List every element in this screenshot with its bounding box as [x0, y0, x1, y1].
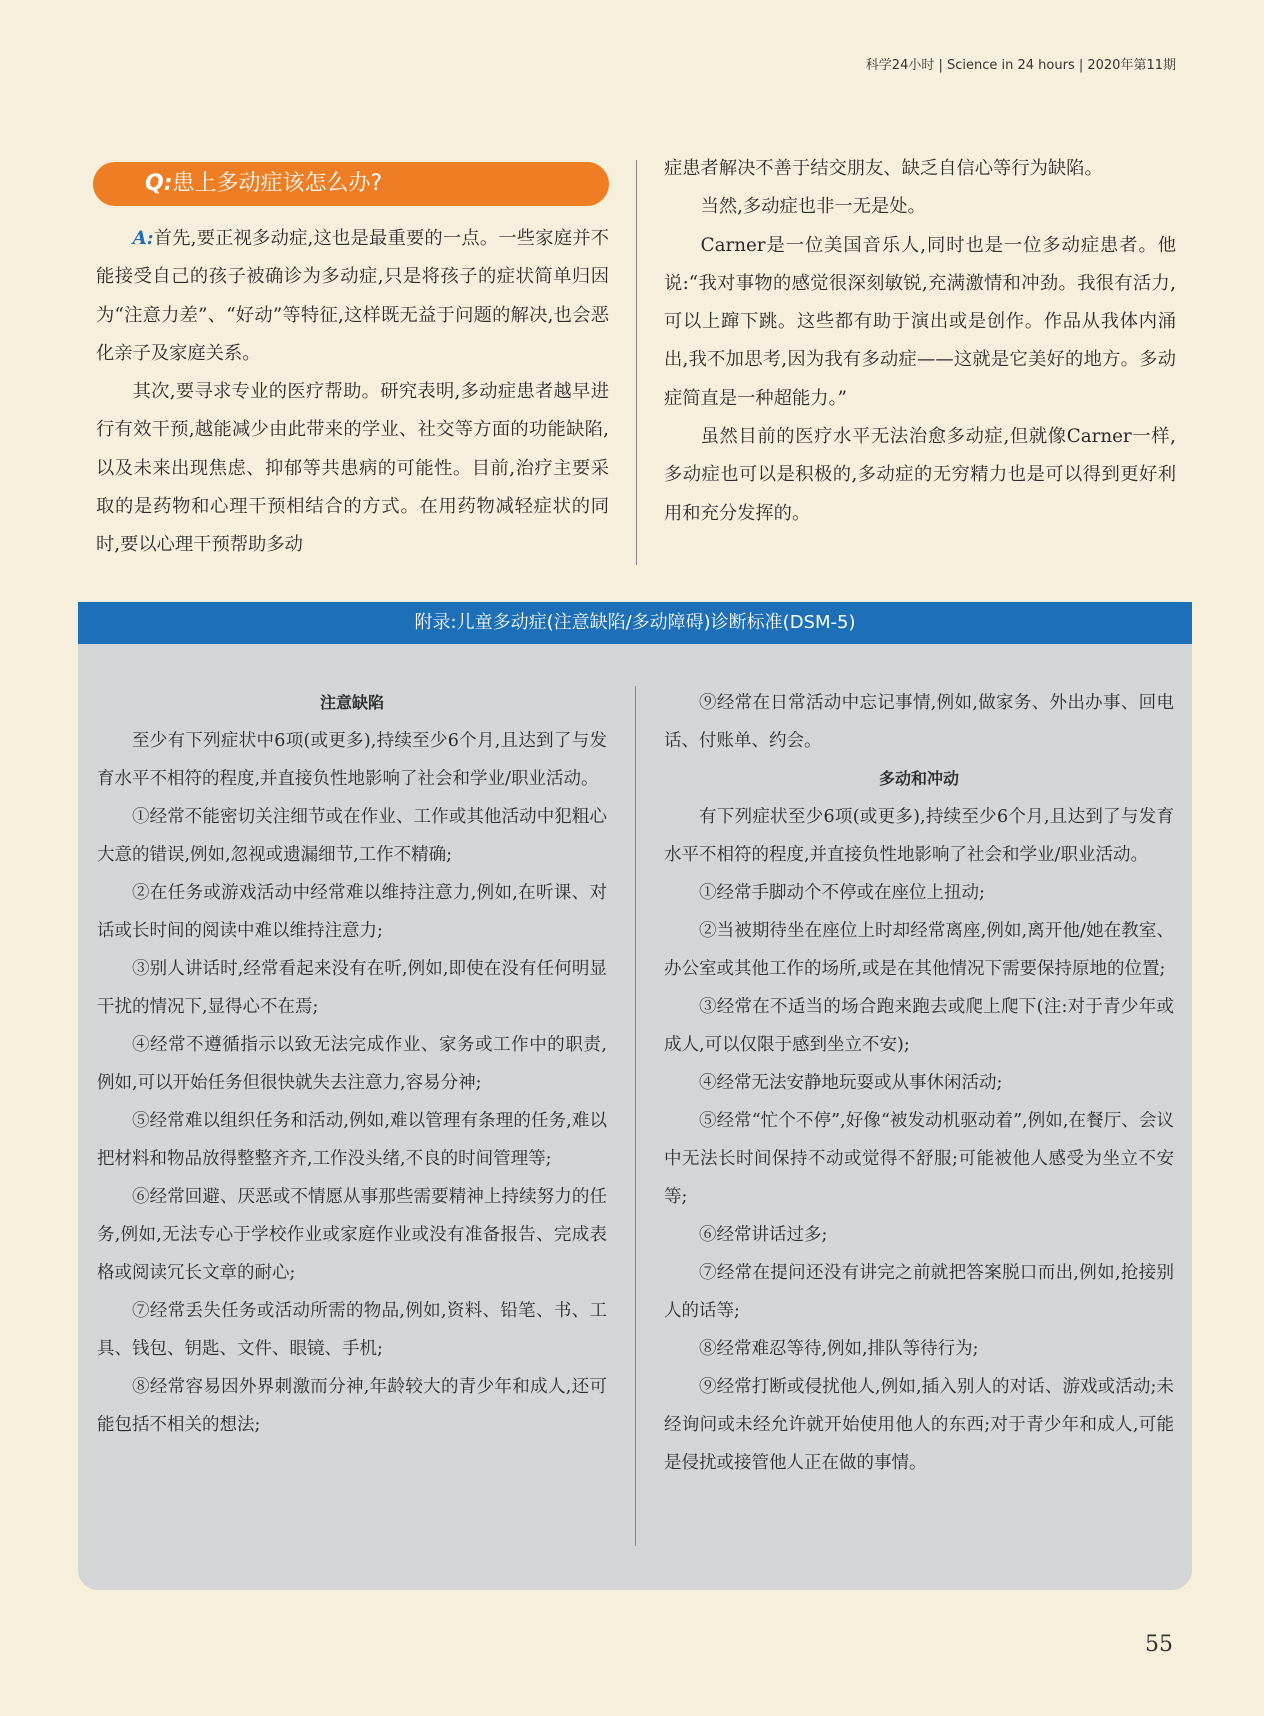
criteria-item: ⑤经常难以组织任务和活动,例如,难以管理有条理的任务,难以把材料和物品放得整整齐齐,工作没头绪,不良的时间管理等; [97, 1111, 607, 1169]
criteria-item: ②当被期待坐在座位上时却经常离座,例如,离开他/她在教室、办公室或其他工作的场所,或是在其他情况下需要保持原地的位置; [664, 921, 1174, 979]
appendix-right-column [664, 684, 1174, 1482]
criteria-item: ③经常在不适当的场合跑来跑去或爬上爬下(注:对于青少年或成人,可以仅限于感到坐立不安); [664, 997, 1174, 1055]
body-paragraph: Carner是一位美国音乐人,同时也是一位多动症患者。他说:“我对事物的感觉很深刻敏锐,充满激情和冲劲。我很有活力,可以上蹿下跳。这些都有助于演出或是创作。作品从我体内涌出,我不加思考,因为我有多动症——这就是它美好的地方。多动症简直是一种超能力。” [664, 234, 1176, 409]
answer-paragraph: 其次,要寻求专业的医疗帮助。研究表明,多动症患者越早进行有效干预,越能减少由此带来的学业、社交等方面的功能缺陷,以及未来出现焦虑、抑郁等共患病的可能性。目前,治疗主要采取的是药物和心理干预相结合的方式。在用药物减轻症状的同时,要以心理干预帮助多动 [96, 381, 609, 556]
running-header: 科学24小时 | Science in 24 hours | 2020年第11期 [865, 58, 1176, 73]
left-column [96, 162, 609, 565]
body-paragraph: 虽然目前的医疗水平无法治愈多动症,但就像Carner一样,多动症也可以是积极的,多动症的无穷精力也是可以得到更好利用和充分发挥的。 [664, 426, 1176, 524]
question-marker: Q: [145, 171, 173, 196]
appendix-title: 附录:儿童多动症(注意缺陷/多动障碍)诊断标准(DSM-5) [78, 602, 1192, 644]
criteria-item: ⑥经常回避、厌恶或不情愿从事那些需要精神上持续努力的任务,例如,无法专心于学校作业或家庭作业或没有准备报告、完成表格或阅读冗长文章的耐心; [97, 1187, 607, 1283]
criteria-item: ⑨经常在日常活动中忘记事情,例如,做家务、外出办事、回电话、付账单、约会。 [664, 693, 1174, 751]
section-heading: 多动和冲动 [878, 769, 959, 788]
criteria-item: ⑦经常丢失任务或活动所需的物品,例如,资料、铅笔、书、工具、钱包、钥匙、文件、眼镜、手机; [97, 1301, 607, 1359]
criteria-item: ⑨经常打断或侵扰他人,例如,插入别人的对话、游戏或活动;未经询问或未经允许就开始使用他人的东西;对于青少年和成人,可能是侵扰或接管他人正在做的事情。 [664, 1377, 1174, 1473]
criteria-item: ⑧经常容易因外界刺激而分神,年龄较大的青少年和成人,还可能包括不相关的想法; [97, 1377, 607, 1435]
criteria-item: ⑦经常在提问还没有讲完之前就把答案脱口而出,例如,抢接别人的话等; [664, 1263, 1174, 1321]
column-divider [636, 160, 637, 565]
question-text: 患上多动症该怎么办? [172, 171, 383, 196]
appendix-box [78, 602, 1192, 1590]
criteria-item: ⑤经常“忙个不停”,好像“被发动机驱动着”,例如,在餐厅、会议中无法长时间保持不动或觉得不舒服;可能被他人感受为坐立不安等; [664, 1111, 1174, 1207]
answer-marker: A: [132, 228, 154, 249]
right-column [664, 150, 1176, 533]
question-banner [93, 162, 609, 206]
criteria-item: ⑧经常难忍等待,例如,排队等待行为; [699, 1339, 979, 1359]
section-intro: 有下列症状至少6项(或更多),持续至少6个月,且达到了与发育水平不相符的程度,并直接负性地影响了社会和学业/职业活动。 [664, 807, 1174, 865]
section-intro: 至少有下列症状中6项(或更多),持续至少6个月,且达到了与发育水平不相符的程度,并直接负性地影响了社会和学业/职业活动。 [97, 731, 607, 789]
criteria-item: ④经常不遵循指示以致无法完成作业、家务或工作中的职责,例如,可以开始任务但很快就失去注意力,容易分神; [97, 1035, 607, 1093]
section-heading: 注意缺陷 [319, 693, 384, 712]
criteria-item: ④经常无法安静地玩耍或从事休闲活动; [699, 1073, 1003, 1093]
criteria-item: ③别人讲话时,经常看起来没有在听,例如,即使在没有任何明显干扰的情况下,显得心不在焉; [97, 959, 607, 1017]
body-paragraph: 当然,多动症也非一无是处。 [700, 196, 926, 218]
criteria-item: ①经常不能密切关注细节或在作业、工作或其他活动中犯粗心大意的错误,例如,忽视或遗漏细节,工作不精确; [97, 807, 607, 865]
criteria-item: ⑥经常讲话过多; [699, 1225, 828, 1245]
criteria-item: ②在任务或游戏活动中经常难以维持注意力,例如,在听课、对话或长时间的阅读中难以维持注意力; [97, 883, 607, 941]
page-number: 55 [1145, 1632, 1173, 1657]
appendix-left-column [97, 684, 607, 1444]
appendix-divider [635, 686, 636, 1546]
body-paragraph: 症患者解决不善于结交朋友、缺乏自信心等行为缺陷。 [664, 158, 1103, 179]
answer-paragraph: A:首先,要正视多动症,这也是最重要的一点。一些家庭并不能接受自己的孩子被确诊为多动症,只是将孩子的症状简单归因为“注意力差”、“好动”等特征,这样既无益于问题的解决,也会恶化亲子及家庭关系。 [96, 228, 609, 364]
criteria-item: ①经常手脚动个不停或在座位上扭动; [699, 883, 985, 903]
